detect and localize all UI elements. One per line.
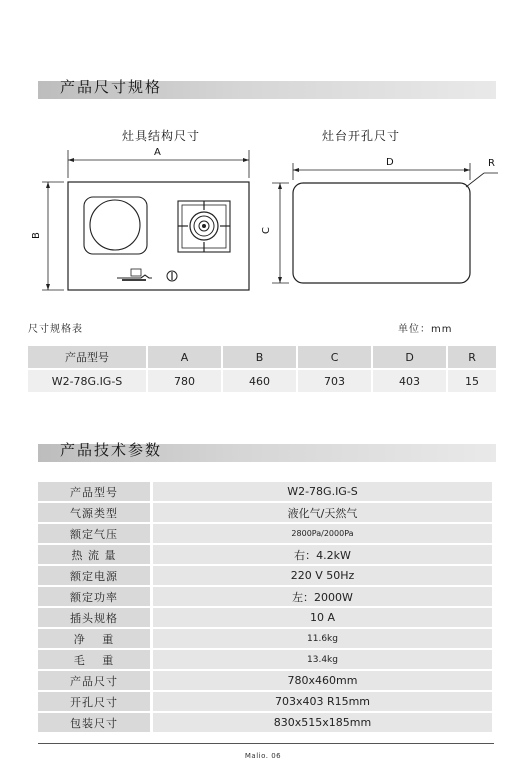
- spec-key: 包装尺寸: [38, 712, 152, 733]
- table-cell: 780: [147, 369, 222, 392]
- table-cell: 15: [447, 369, 496, 392]
- dim-label-a: A: [154, 147, 161, 158]
- dimension-diagram: [0, 140, 526, 300]
- table-header-cell: D: [372, 346, 447, 369]
- table-row: [38, 607, 492, 628]
- spec-key: 开孔尺寸: [38, 691, 152, 712]
- dim-label-b: B: [30, 232, 42, 239]
- table-row: [38, 523, 492, 544]
- spec-value: 830x515x185mm: [152, 712, 493, 733]
- table-header-cell: R: [447, 346, 496, 369]
- dim-label-d: D: [386, 157, 394, 168]
- spec-key: 产品型号: [38, 482, 152, 502]
- table-cell: 703: [297, 369, 372, 392]
- spec-key: 额定气压: [38, 523, 152, 544]
- radius-leader: [466, 173, 484, 187]
- spec-key: 气源类型: [38, 502, 152, 523]
- table-header-cell: 产品型号: [28, 346, 147, 369]
- spec-key: 热 流 量: [38, 544, 152, 565]
- spec-value: 220 V 50Hz: [152, 565, 493, 586]
- table-row: [38, 586, 492, 607]
- section-title-specs: 产品技术参数: [60, 441, 163, 459]
- spec-value: 10 A: [152, 607, 493, 628]
- spec-value: 13.4kg: [152, 649, 493, 670]
- table-row: [38, 649, 492, 670]
- table-row: [38, 670, 492, 691]
- spec-key: 额定电源: [38, 565, 152, 586]
- table-row: [38, 628, 492, 649]
- spec-key: 插头规格: [38, 607, 152, 628]
- spec-value: 右：4.2kW: [152, 544, 493, 565]
- footer-divider: [38, 743, 494, 744]
- table-header-row: [28, 346, 496, 369]
- spec-key: 额定功率: [38, 586, 152, 607]
- spec-value: 703x403 R15mm: [152, 691, 493, 712]
- table-row: [38, 482, 492, 502]
- size-table-caption: 尺寸规格表: [28, 324, 83, 335]
- induction-zone: [84, 197, 147, 254]
- spec-table: [38, 482, 492, 734]
- spec-key: 毛 重: [38, 649, 152, 670]
- table-cell: 403: [372, 369, 447, 392]
- unit-label: 单位：mm: [398, 324, 453, 335]
- spec-key: 产品尺寸: [38, 670, 152, 691]
- table-cell: W2-78G.IG-S: [28, 369, 147, 392]
- table-header-cell: C: [297, 346, 372, 369]
- table-row: [28, 369, 496, 392]
- spec-key: 净 重: [38, 628, 152, 649]
- section-title-dimensions: 产品尺寸规格: [60, 78, 163, 96]
- spec-value: W2-78G.IG-S: [152, 482, 493, 502]
- table-header-cell: A: [147, 346, 222, 369]
- spec-value: 11.6kg: [152, 628, 493, 649]
- table-row: [38, 691, 492, 712]
- dim-label-r: R: [488, 158, 495, 169]
- page-footer: Malio. 06: [244, 752, 282, 760]
- diagram-left-title: 灶具结构尺寸: [122, 129, 201, 143]
- size-table: [28, 346, 496, 392]
- dim-label-c: C: [260, 227, 272, 234]
- table-row: [38, 544, 492, 565]
- cooktop-outline: [68, 182, 249, 290]
- table-cell: 460: [222, 369, 297, 392]
- table-row: [38, 502, 492, 523]
- table-row: [38, 565, 492, 586]
- table-row: [38, 712, 492, 733]
- spec-value: 左：2000W: [152, 586, 493, 607]
- spec-value: 2800Pa/2000Pa: [152, 523, 493, 544]
- diagram-right-title: 灶台开孔尺寸: [322, 129, 401, 143]
- cutout-outline: [293, 183, 470, 283]
- spec-value: 780x460mm: [152, 670, 493, 691]
- table-header-cell: B: [222, 346, 297, 369]
- spec-value: 液化气/天然气: [152, 502, 493, 523]
